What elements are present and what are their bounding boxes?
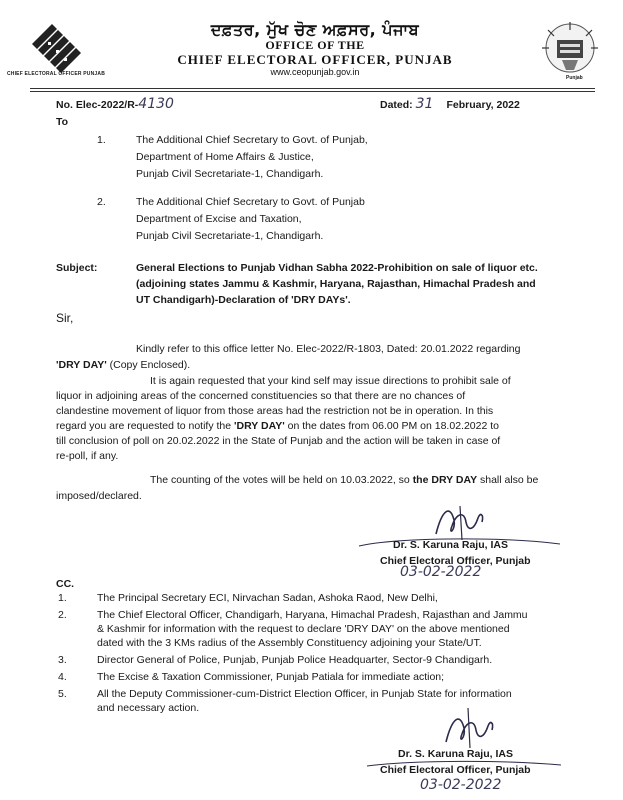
signature-2-designation: Chief Electoral Officer, Punjab <box>380 764 531 776</box>
left-logo-caption: CHIEF ELECTORAL OFFICER PUNJAB <box>6 71 106 77</box>
recipient-2-line-1: The Additional Chief Secretary to Govt. of Punjab <box>136 196 365 208</box>
para-2-line-1: It is again requested that your kind self may issue directions to prohibit sale of <box>150 375 511 387</box>
to-label: To <box>56 116 69 128</box>
website: www.ceopunjab.gov.in <box>270 67 360 77</box>
para-1-line-1: Kindly refer to this office letter No. Elec-2022/R-1803, Dated: 20.01.2022 regarding <box>136 343 521 355</box>
reference-number <box>56 98 174 113</box>
cc-2-line-3: dated with the 3 KMs radius of the Assembly Constituency adjoining your State/UT. <box>97 637 482 649</box>
recipient-1-number: 1. <box>97 134 106 146</box>
para-1-line-2 <box>56 359 190 373</box>
para-2-line-3: clandestine movement of liquor from those areas had the restriction not be in operation. In this <box>56 405 494 417</box>
cc-2-number: 2. <box>58 609 67 621</box>
signature-2-scrawl-icon <box>440 706 500 750</box>
para-2-line-6: re-poll, if any. <box>56 450 119 462</box>
office-name: CHIEF ELECTORAL OFFICER, PUNJAB <box>177 52 453 67</box>
para-2-line-5: till conclusion of poll on 20.02.2022 in the State of Punjab and the action will be taken in case of <box>56 435 501 447</box>
signature-1-designation: Chief Electoral Officer, Punjab <box>380 555 531 567</box>
dry-day-emphasis: 'DRY DAY' <box>234 420 285 432</box>
para-3-line-1 <box>150 474 538 488</box>
salutation: Sir, <box>56 311 74 325</box>
cc-1-line-1: The Principal Secretary ECI, Nirvachan Sadan, Ashoka Raod, New Delhi, <box>97 592 438 604</box>
para-3-line-1-end: shall also be <box>477 474 539 486</box>
header-divider-bottom <box>30 91 595 92</box>
para-3-line-1-start: The counting of the votes will be held on 10.03.2022, so <box>150 474 413 486</box>
office-of-the: OFFICE OF THE <box>265 38 365 52</box>
subject-line-3: UT Chandigarh)-Declaration of 'DRY DAYs'. <box>136 294 351 306</box>
signature-1-date: 03-02-2022 <box>400 564 482 580</box>
para-2-line-4-end: on the dates from 06.00 PM on 18.02.2022 to <box>284 420 499 432</box>
dry-day-emphasis: 'DRY DAY' <box>56 359 107 371</box>
cc-5-number: 5. <box>58 688 67 700</box>
recipient-2-line-3: Punjab Civil Secretariate-1, Chandigarh. <box>136 230 324 242</box>
subject-line-2: (adjoining states Jammu & Kashmir, Haryana, Rajasthan, Himachal Pradesh and <box>136 278 536 290</box>
date-line <box>380 98 520 113</box>
signature-1-name: Dr. S. Karuna Raju, IAS <box>393 539 508 551</box>
cc-5-line-1: All the Deputy Commissioner-cum-District Election Officer, in Punjab State for information <box>97 688 512 700</box>
subject-line-1: General Elections to Punjab Vidhan Sabha 2022-Prohibition on sale of liquor etc. <box>136 262 538 274</box>
cc-1-number: 1. <box>58 592 67 604</box>
cc-4-number: 4. <box>58 671 67 683</box>
punjab-votes-logo-icon <box>540 20 600 82</box>
copy-enclosed: (Copy Enclosed). <box>106 359 191 371</box>
signature-2-date: 03-02-2022 <box>420 777 502 793</box>
dated-month-year: February, 2022 <box>446 99 520 111</box>
cc-4-line-1: The Excise & Taxation Commissioner, Punjab Patiala for immediate action; <box>97 671 445 683</box>
cc-3-number: 3. <box>58 654 67 666</box>
cc-2-line-2: & Kashmir for information with the request to declare 'DRY DAY' on the above mentioned <box>97 623 510 635</box>
cc-label: CC. <box>56 578 75 590</box>
para-2-line-2: liquor in adjoining areas of the concerned constituencies so that there are no chances of <box>56 390 466 402</box>
dated-label: Dated: <box>380 99 413 111</box>
signature-2-name: Dr. S. Karuna Raju, IAS <box>398 748 513 760</box>
cc-5-line-2: and necessary action. <box>97 702 200 714</box>
right-logo-caption: Punjab <box>566 75 583 81</box>
para-2-line-4-start: regard you are requested to notify the <box>56 420 235 432</box>
recipient-2-number: 2. <box>97 196 106 208</box>
para-2-line-4 <box>56 420 499 434</box>
dry-day-emphasis: the DRY DAY <box>412 474 478 486</box>
recipient-1-line-3: Punjab Civil Secretariate-1, Chandigarh. <box>136 168 324 180</box>
cc-2-line-1: The Chief Electoral Officer, Chandigarh, Haryana, Himachal Pradesh, Rajasthan and Jammu <box>97 609 528 621</box>
reference-label: No. Elec-2022/R- <box>56 99 139 111</box>
cc-3-line-1: Director General of Police, Punjab, Punjab Police Headquarter, Sector-9 Chandigarh. <box>97 654 493 666</box>
para-3-line-2: imposed/declared. <box>56 490 142 502</box>
subject-label: Subject: <box>56 262 98 274</box>
recipient-1-line-2: Department of Home Affairs & Justice, <box>136 151 314 163</box>
header-divider-top <box>30 88 595 89</box>
punjabi-title: ਦਫ਼ਤਰ, ਮੁੱਖ ਚੋਣ ਅਫ਼ਸਰ, ਪੰਜਾਬ <box>210 20 420 39</box>
recipient-2-line-2: Department of Excise and Taxation, <box>136 213 302 225</box>
recipient-1-line-1: The Additional Chief Secretary to Govt. of Punjab, <box>136 134 368 146</box>
reference-handwritten: 4130 <box>138 96 174 112</box>
dated-handwritten: 31 <box>415 96 434 112</box>
